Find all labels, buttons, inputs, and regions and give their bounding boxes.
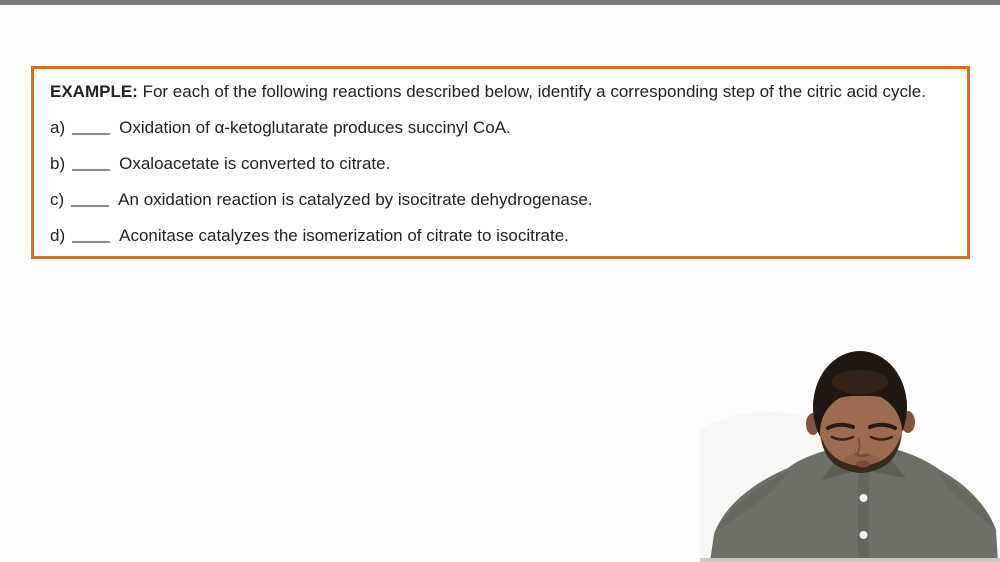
item-letter: a)	[50, 118, 66, 137]
example-label: EXAMPLE:	[50, 82, 138, 101]
item-text: An oxidation reaction is catalyzed by isocitrate dehydrogenase.	[118, 190, 593, 209]
example-prompt-line	[50, 81, 951, 103]
item-text: Oxidation of α-ketoglutarate produces succinyl CoA.	[119, 118, 511, 137]
shirt-button	[860, 494, 868, 502]
item-letter: b)	[50, 154, 66, 173]
answer-blank	[71, 192, 109, 207]
example-box	[31, 66, 970, 259]
question-item-d	[50, 225, 951, 247]
item-text: Aconitase catalyzes the isomerization of citrate to isocitrate.	[119, 226, 569, 245]
frame-bottom-edge	[700, 558, 1000, 562]
presenter-figure	[700, 342, 1000, 562]
answer-blank	[72, 120, 110, 135]
item-letter: c)	[50, 190, 65, 209]
answer-blank	[72, 156, 110, 171]
shirt-placket	[858, 470, 869, 562]
answer-blank	[72, 228, 110, 243]
example-prompt-text: For each of the following reactions described below, identify a corresponding step of the citric acid cycle.	[142, 82, 926, 101]
question-item-b	[50, 153, 951, 175]
question-item-c	[50, 189, 951, 211]
item-letter: d)	[50, 226, 66, 245]
top-bar	[0, 0, 1000, 5]
presenter-webcam	[700, 342, 1000, 562]
item-text: Oxaloacetate is converted to citrate.	[119, 154, 391, 173]
question-item-a	[50, 117, 951, 139]
shirt-button	[860, 531, 868, 539]
